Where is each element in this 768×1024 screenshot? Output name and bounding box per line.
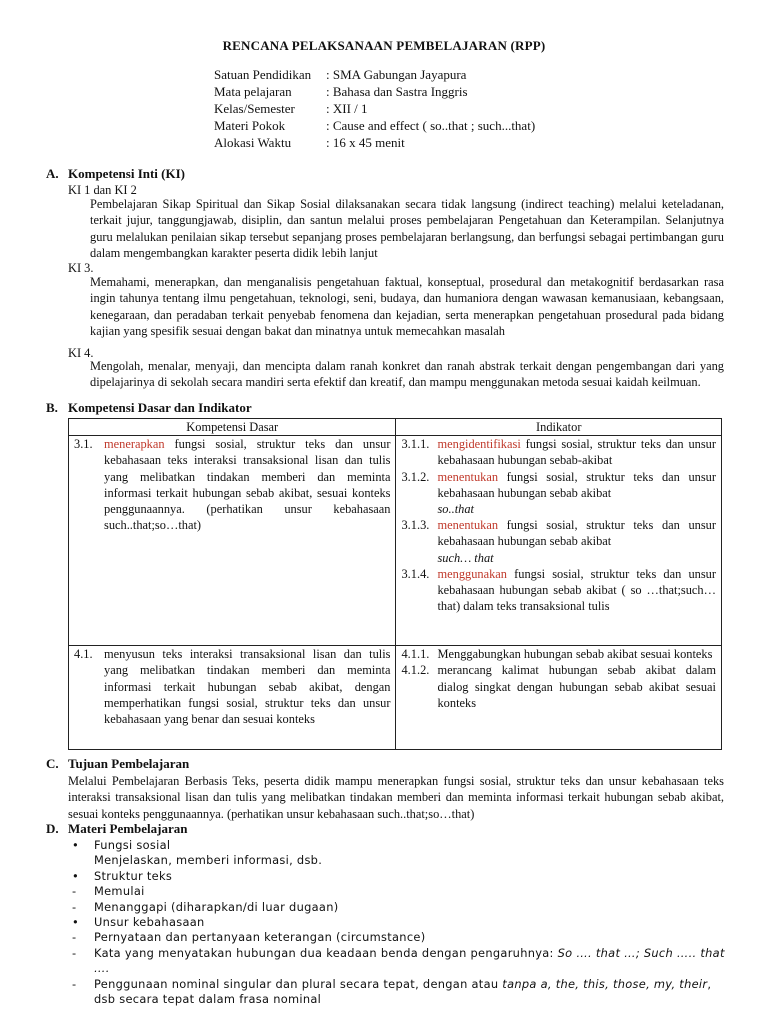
- section-d-heading: [46, 821, 187, 837]
- list-item: [70, 900, 730, 915]
- indikator-number: 3.1.1.: [401, 437, 430, 452]
- info-block: [214, 66, 535, 151]
- info-value: : SMA Gabungan Jayapura: [326, 67, 467, 82]
- list-marker: -: [72, 930, 77, 945]
- list-text-plain: , dsb secara tepat dalam frasa nominal: [94, 976, 712, 1007]
- info-row: [214, 66, 535, 83]
- ki4-text: Mengolah, menalar, menyaji, dan mencipta dalam ranah konkret dan ranah abstrak terkait dengan pengembangan dari yang dipelajarinya di sekolah secara mandiri serta efektif dan kreatif, dan mampu menggunakan metoda sesuai kaidah keilmuan.: [90, 359, 724, 390]
- kd-item: [74, 646, 390, 727]
- info-value: : Bahasa dan Sastra Inggris: [326, 84, 468, 99]
- list-text-italic: So …. that …; Such ….. that ….: [94, 945, 725, 976]
- list-marker: -: [72, 899, 77, 914]
- kd-text: menyusun teks interaksi transaksional lisan dan tulis yang melibatkan tindakan memberi dan meminta informasi terkait hubungan sebab akibat, dengan memperhatikan fungsi sosial, struktur teks dan unsur kebahasaan yang benar dan sesuai konteks: [104, 647, 391, 727]
- list-item: [70, 884, 730, 899]
- kd-verb: menerapkan: [104, 437, 165, 452]
- info-label: Satuan Pendidikan: [214, 67, 312, 82]
- list-marker: •: [72, 915, 80, 930]
- kd-text: [104, 436, 390, 533]
- indikator-cell: [396, 646, 722, 750]
- list-text: Pernyataan dan pertanyaan keterangan (circumstance): [94, 930, 426, 945]
- list-text-plain: Kata yang menyatakan hubungan dua keadaan benda dengan pengaruhnya:: [94, 945, 558, 960]
- kd-cell: [69, 436, 396, 646]
- info-label: Mata pelajaran: [214, 84, 292, 99]
- section-heading-text: Kompetensi Inti (KI): [68, 166, 185, 181]
- kd-item: [74, 436, 390, 533]
- section-letter: D.: [46, 821, 59, 836]
- kd-number: 3.1.: [74, 437, 93, 452]
- tujuan-text: Melalui Pembelajaran Berbasis Teks, peserta didik mampu menerapkan fungsi sosial, struktur teks dan unsur kebahasaan teks interaksi transaksional lisan dan tulis yang melibatkan tindakan memberi dan meminta informasi terkait hubungan sebab akibat, sesuai konteks penggunaannya. (perhatikan unsur kebahasaan such..that;so…that): [68, 774, 724, 821]
- info-label: Kelas/Semester: [214, 101, 295, 116]
- section-heading-text: Kompetensi Dasar dan Indikator: [68, 400, 252, 415]
- indikator-body: fungsi sosial, struktur teks dan unsur kebahasaan hubungan sebab-akibat: [437, 437, 716, 468]
- list-text: [94, 946, 730, 977]
- indikator-item: [401, 566, 716, 615]
- section-b-heading: [46, 400, 252, 416]
- list-marker: •: [72, 868, 80, 883]
- section-a-heading: [46, 166, 185, 182]
- section-heading-text: Materi Pembelajaran: [68, 821, 188, 836]
- list-text: Menanggapi (diharapkan/di luar dugaan): [94, 899, 339, 914]
- list-marker: •: [72, 838, 80, 852]
- table-header-row: [69, 419, 722, 436]
- section-heading-text: Tujuan Pembelajaran: [68, 756, 190, 771]
- indikator-text: [437, 469, 716, 518]
- indikator-verb: menentukan: [437, 469, 499, 484]
- ki12-label: KI 1 dan KI 2: [68, 183, 137, 197]
- info-value: : Cause and effect ( so..that ; such...that): [326, 118, 536, 133]
- list-text: Struktur teks: [94, 868, 173, 883]
- kd-indikator-table: [68, 418, 722, 750]
- kd-cell: [69, 646, 396, 750]
- list-marker: -: [72, 945, 77, 960]
- info-label: Alokasi Waktu: [214, 135, 292, 150]
- column-header-indikator: Indikator: [396, 419, 722, 436]
- indikator-text: [437, 436, 716, 468]
- indikator-number: 4.1.1.: [401, 647, 430, 662]
- info-label: Materi Pokok: [214, 118, 286, 133]
- list-item: [70, 915, 730, 930]
- indikator-body: fungsi sosial, struktur teks dan unsur kebahasaan hubungan sebab akibat: [437, 518, 716, 549]
- info-row: [214, 134, 535, 151]
- ki3-label: KI 3.: [68, 261, 94, 275]
- list-item: [70, 977, 730, 1008]
- list-text-plain: Penggunaan nominal singular dan plural secara tepat, dengan atau: [94, 976, 503, 991]
- info-row: [214, 100, 535, 117]
- column-header-kd: Kompetensi Dasar: [69, 419, 396, 436]
- indikator-number: 3.1.2.: [401, 469, 430, 484]
- list-item: [70, 838, 730, 853]
- list-text: Unsur kebahasaan: [94, 915, 205, 930]
- list-text: [94, 977, 730, 1008]
- list-item: [70, 869, 730, 884]
- list-text: Memulai: [94, 884, 145, 899]
- ki12-text: Pembelajaran Sikap Spiritual dan Sikap Sosial dilaksanakan secara tidak langsung (indirect teaching) melalui keteladanan, terkait jujur, tanggungjawab, disiplin, dan santun melalui proses pembelajaran Pengetahuan dan Keterampilan. Selanjutnya guru melalukan penilaian sikap tersebut sepanjang proses pembelajaran berlangsung, dan berfungsi sebagai pertimbangan guru dalam mengembangkan karakter peserta didik lebih lanjut: [90, 197, 724, 260]
- ki4-label: KI 4.: [68, 346, 94, 360]
- indikator-item: [401, 469, 716, 518]
- section-letter: A.: [46, 166, 59, 181]
- indikator-text: merancang kalimat hubungan sebab akibat dalam dialog singkat dengan hubungan sebab akibat sesuai konteks: [437, 663, 716, 710]
- list-item: [70, 946, 730, 977]
- list-marker: -: [72, 884, 77, 899]
- list-text: Fungsi sosial: [94, 838, 171, 852]
- page-title: RENCANA PELAKSANAAN PEMBELAJARAN (RPP): [222, 38, 546, 53]
- list-marker: [70, 853, 94, 868]
- indikator-text: [437, 566, 716, 615]
- ki3-text: Memahami, menerapkan, dan menganalisis pengetahuan faktual, konseptual, prosedural dan metakognitif berdasarkan rasa ingin tahunya tentang ilmu pengetahuan, teknologi, seni, budaya, dan humaniora dengan wawasan kemanusiaan, kebangsaan, kenegaraan, dan peradaban terkait penyebab fenomena dan kejadian, serta menerapkan pengetahuan prosedural pada bidang kajian yang spesifik sesuai dengan bakat dan minatnya untuk memecahkan masalah: [90, 275, 724, 338]
- section-letter: C.: [46, 756, 59, 771]
- info-value: : XII / 1: [326, 101, 368, 116]
- indikator-item: [401, 646, 716, 662]
- indikator-number: 3.1.4.: [401, 566, 430, 581]
- indikator-text: Menggabungkan hubungan sebab akibat sesuai konteks: [437, 647, 713, 662]
- list-item: [70, 930, 730, 945]
- indikator-text: [437, 517, 716, 566]
- list-text: Menjelaskan, memberi informasi, dsb.: [94, 853, 323, 868]
- info-value: : 16 x 45 menit: [326, 135, 405, 150]
- indikator-verb: mengidentifikasi: [437, 437, 521, 452]
- info-row: [214, 117, 535, 134]
- section-c-heading: [46, 756, 189, 772]
- list-text-italic: tanpa a, the, this, those, my, their: [502, 976, 708, 991]
- indikator-italic: so..that: [437, 502, 474, 517]
- indikator-item: [401, 436, 716, 468]
- list-item: [70, 853, 730, 868]
- indikator-verb: menggunakan: [437, 566, 507, 581]
- kd-number: 4.1.: [74, 647, 93, 662]
- indikator-italic: such… that: [437, 550, 494, 565]
- table-row: [69, 436, 722, 646]
- kd-body: fungsi sosial, struktur teks dan unsur kebahasaan teks interaksi transaksional lisan dan tulis yang melibatkan tindakan memberi dan meminta informasi terkait hubungan sebab akibat, sesuai konteks penggunaannya. (perhatikan unsur kebahasaan such..that;so…that): [104, 437, 391, 533]
- table-row: [69, 646, 722, 750]
- indikator-item: [401, 662, 716, 711]
- indikator-item: [401, 517, 716, 566]
- indikator-body: fungsi sosial, struktur teks dan unsur kebahasaan hubungan sebab akibat: [437, 469, 716, 500]
- indikator-cell: [396, 436, 722, 646]
- indikator-body: fungsi sosial, struktur teks dan unsur kebahasaan hubungan sebab akibat ( so …that;such…that) dalam teks transaksional tulis: [437, 566, 716, 614]
- info-row: [214, 83, 535, 100]
- section-letter: B.: [46, 400, 58, 415]
- list-marker: -: [72, 976, 77, 991]
- materi-list: [70, 838, 730, 1007]
- indikator-number: 4.1.2.: [401, 663, 430, 678]
- indikator-number: 3.1.3.: [401, 518, 430, 533]
- indikator-verb: menentukan: [437, 518, 499, 533]
